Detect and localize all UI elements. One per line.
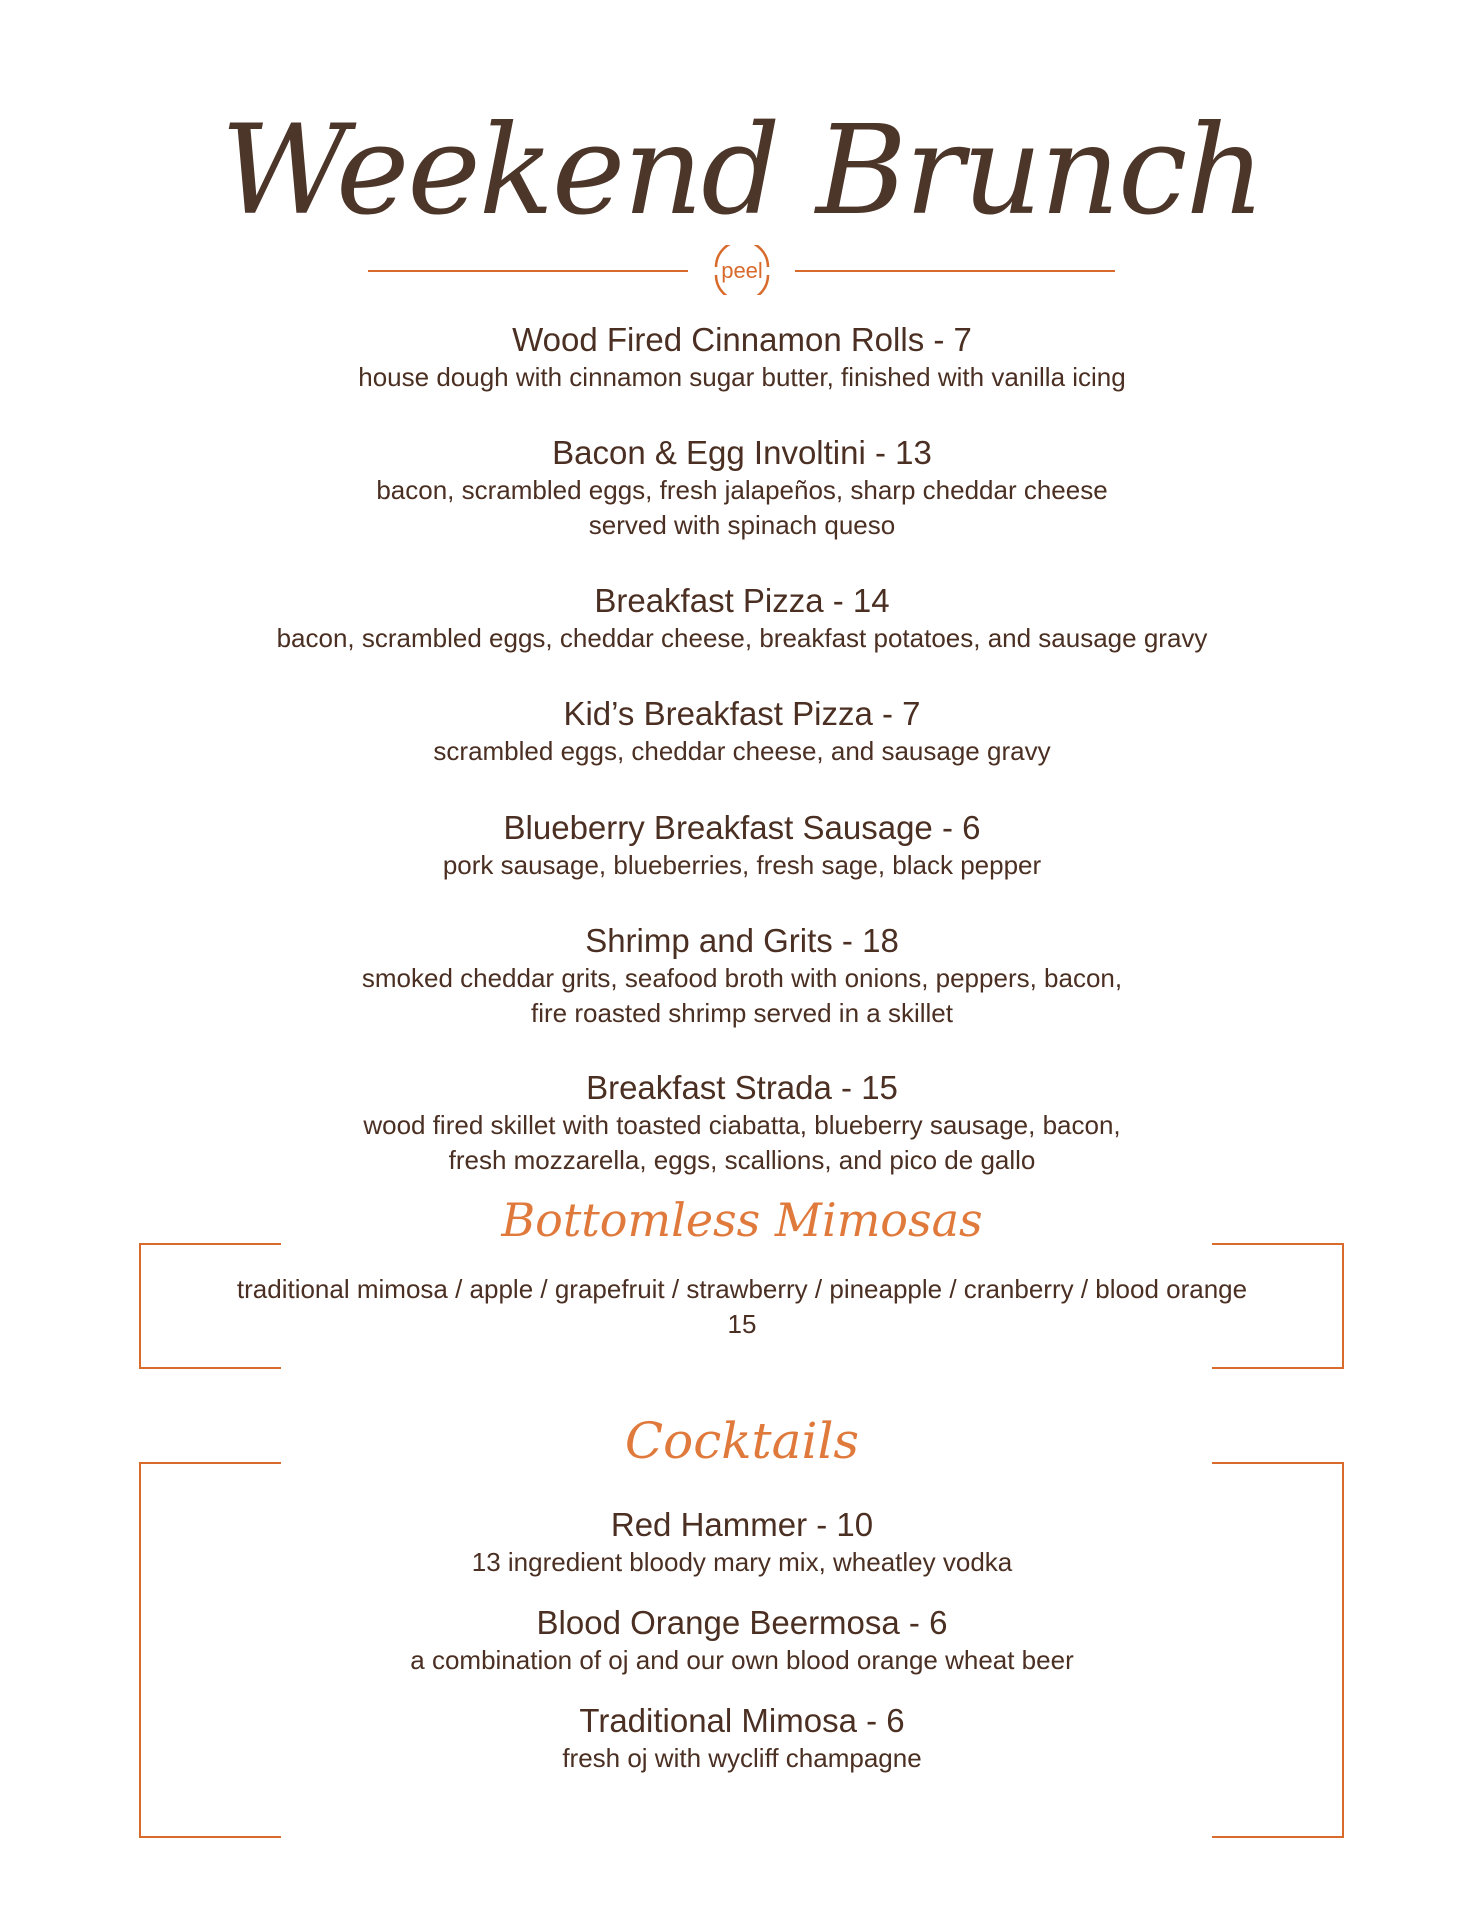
item-description: smoked cheddar grits, seafood broth with onions, peppers, bacon, fire roasted shrimp served in a skillet — [361, 963, 1123, 1028]
mimosa-price: 15 — [727, 1309, 757, 1339]
item-description: wood fired skillet with toasted ciabatta, blueberry sausage, bacon, fresh mozzarella, eggs, scallions, and pico de gallo — [363, 1110, 1121, 1175]
item-description: bacon, scrambled eggs, cheddar cheese, breakfast potatoes, and sausage gravy — [276, 623, 1208, 653]
menu-item — [0, 581, 1484, 656]
item-description: bacon, scrambled eggs, fresh jalapeños, sharp cheddar cheese served with spinach queso — [376, 475, 1108, 540]
item-name: Wood Fired Cinnamon Rolls - 7 — [512, 321, 972, 358]
item-description: a combination of oj and our own blood orange wheat beer — [410, 1645, 1074, 1675]
cocktail-item — [0, 1701, 1484, 1776]
menu-title: Weekend Brunch — [220, 99, 1264, 243]
item-description: fresh oj with wycliff champagne — [562, 1743, 922, 1773]
item-name: Kid’s Breakfast Pizza - 7 — [563, 695, 921, 732]
mimosas-title: Bottomless Mimosas — [501, 1193, 983, 1247]
logo-text: peel — [721, 258, 763, 283]
item-name: Blood Orange Beermosa - 6 — [536, 1604, 948, 1641]
item-name: Red Hammer - 10 — [610, 1506, 874, 1543]
item-name: Blueberry Breakfast Sausage - 6 — [503, 809, 981, 846]
peel-logo — [704, 245, 780, 295]
item-description: pork sausage, blueberries, fresh sage, black pepper — [442, 850, 1042, 880]
menu-item — [0, 921, 1484, 1031]
menu-item — [0, 694, 1484, 769]
cocktails-title: Cocktails — [624, 1412, 860, 1470]
menu-item — [0, 1068, 1484, 1178]
menu-item — [0, 433, 1484, 543]
cocktail-item — [0, 1603, 1484, 1678]
cocktail-item — [0, 1505, 1484, 1580]
title-rule-left — [368, 270, 688, 272]
title-rule-right — [795, 270, 1115, 272]
item-description: 13 ingredient bloody mary mix, wheatley vodka — [471, 1547, 1013, 1577]
item-description: house dough with cinnamon sugar butter, finished with vanilla icing — [358, 362, 1126, 392]
item-name: Breakfast Pizza - 14 — [594, 582, 890, 619]
mimosa-flavors: traditional mimosa / apple / grapefruit / strawberry / pineapple / cranberry / blood orange — [236, 1274, 1248, 1304]
item-name: Breakfast Strada - 15 — [586, 1069, 898, 1106]
item-name: Shrimp and Grits - 18 — [585, 922, 899, 959]
item-name: Traditional Mimosa - 6 — [579, 1702, 905, 1739]
menu-item — [0, 808, 1484, 883]
item-description: scrambled eggs, cheddar cheese, and sausage gravy — [433, 736, 1051, 766]
item-name: Bacon & Egg Involtini - 13 — [552, 434, 932, 471]
menu-item — [0, 320, 1484, 395]
